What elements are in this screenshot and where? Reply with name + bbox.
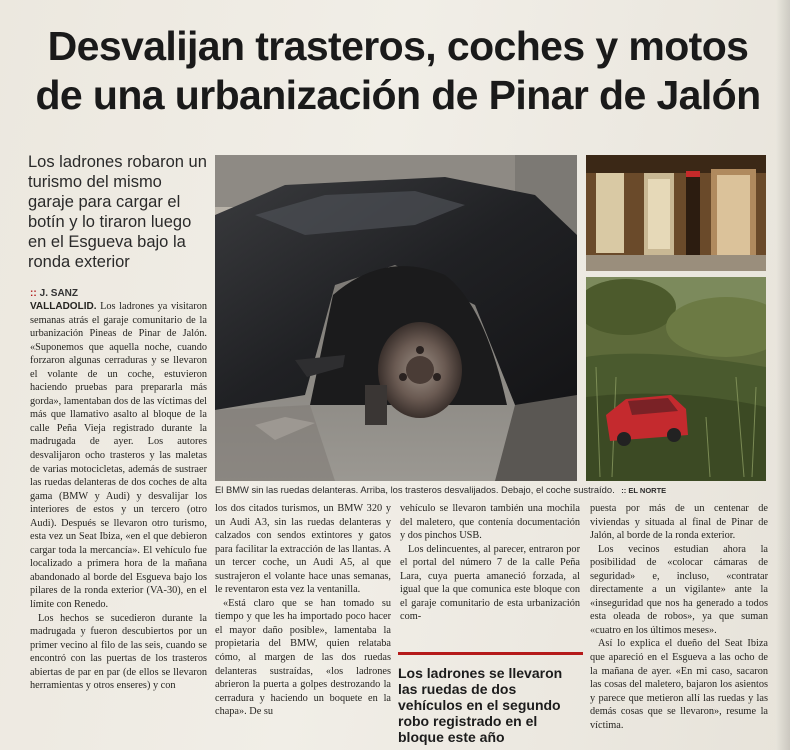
column-1-paragraph-1-text: Los ladrones ya visitaron semanas atrás el garaje comunitario de la urbanización Pineas de Pinar de Jalón. «Suponemos que aquella noche, cuando forzaron algunas cerraduras y se llevaron el volante de un coche, estuvieron haciendo pruebas para prepararla más gorda», lamentaban dos de las víctimas del más que llamativo asalto al bloque de la calle Peña Vieja registrado durante la madrugada de ayer. Los autores desvalijaron ocho trasteros y las maletas de varias motocicletas, además de sustraer las ruedas delanteras de dos coches de alta gama (BMW y Audi) y desvalijar los interiores de estos y un tercero (otro Audi). Después se llevaron otro turismo, esta vez un Seat Ibiza, «en el que debieron cargar toda la mercancía». El vehículo fue localizado a primera hora de la mañana abandonado al borde del Esgueva bajo los pilares de la ronda exterior (VA-30), en el límite con Renedo. [30,301,207,611]
article-column-3 [400,502,580,644]
article-column-4 [590,502,768,748]
column-2-paragraph-1: los dos citados turismos, un BMW 320 y un Audi A3, sin las ruedas delanteras y calzados con sendos extintores y gatos para facilitar la extracción de las llantas. A un tercer coche, un Audi A5, al que sustrajeron el volante hace unas semanas, le reventaron esta vez la ventanilla. [215,503,391,596]
photo-storage-illustration [586,155,766,271]
caption-source: :: EL NORTE [621,486,667,495]
pull-quote: Los ladrones se llevaron las ruedas de dos vehículos en el segundo robo registrado en el bloque este año [398,652,583,745]
photo-caption [215,484,770,495]
column-4-paragraph-1: puesta por más de un centenar de viviendas y situada al final de Pinar de Jalón, al borde de la ronda exterior. [590,503,768,542]
column-4-paragraph-2: Los vecinos estudian ahora la posibilidad de «colocar cámaras de seguridad» e, incluso, «contratar directamente a un vigilante» ante la «inseguridad que nos ha generado a todos esta oleada de robos», ya que suman «cuatro en los últimos meses». [590,543,768,636]
article-column-2 [215,502,391,748]
column-1-paragraph-2: Los hechos se sucedieron durante la madrugada y fueron descubiertos por un primer vecino al filo de las seis, cuando se encontró con las puertas de los trasteros abiertas de par en par (de ellos se llevaron herramientas y otros enseres) y con [30,612,207,692]
page-fold-shadow [776,0,790,750]
caption-source-name: EL NORTE [628,486,667,495]
headline: Desvalijan trasteros, coches y motos de una urbanización de Pinar de Jalón [35,23,761,118]
deck-subheadline: Los ladrones robaron un turismo del mismo garaje para cargar el botín y lo tiraron luego en el Esgueva bajo la ronda exterior [28,153,207,271]
column-3-paragraph-1: vehículo se llevaron también una mochila del maletero, que contenía documentación y dos pinchos USB. [400,503,580,542]
photo-storage-rooms [586,155,766,271]
article-column-1 [30,300,207,748]
photo-stolen-car [586,277,766,481]
photo-stolen-car-illustration [586,277,766,481]
column-1-paragraph-1 [30,300,207,612]
column-4-paragraph-3: Así lo explica el dueño del Seat Ibiza que apareció en el Esgueva a las ocho de la mañana de ayer. «En mi caso, sacaron las cosas del maletero, bajaron los asientos y parece que metieron allí las ruedas y las demás cosas que se llevaron», resume la víctima. [590,638,768,731]
column-2-paragraph-2: «Está claro que se han tomado su tiempo y que les ha importado poco hacer el mayor daño posible», lamentaba la propietaria del BMW, quien relataba cómo, al margen de las dos ruedas delanteras sustraídas, «los ladrones abrieron la puerta a golpes destrozando la cerradura y haciendo un boquete en la chapa». De su [215,597,391,718]
caption-text: El BMW sin las ruedas delanteras. Arriba, los trasteros desvalijados. Debajo, el coche sustraído. [215,484,615,495]
photo-bmw-without-wheels [215,155,577,481]
byline-author: J. SANZ [39,288,79,299]
byline [30,288,78,299]
byline-marker: :: [30,288,37,299]
dateline: VALLADOLID. [30,301,97,312]
column-3-paragraph-2: Los delincuentes, al parecer, entraron por el portal del número 7 de la calle Peña Lara, cuya puerta amaneció forzada, al igual que la que comunica este bloque con el garaje comunitario de esta urbanización com- [400,543,580,623]
photo-bmw-illustration [215,155,577,481]
